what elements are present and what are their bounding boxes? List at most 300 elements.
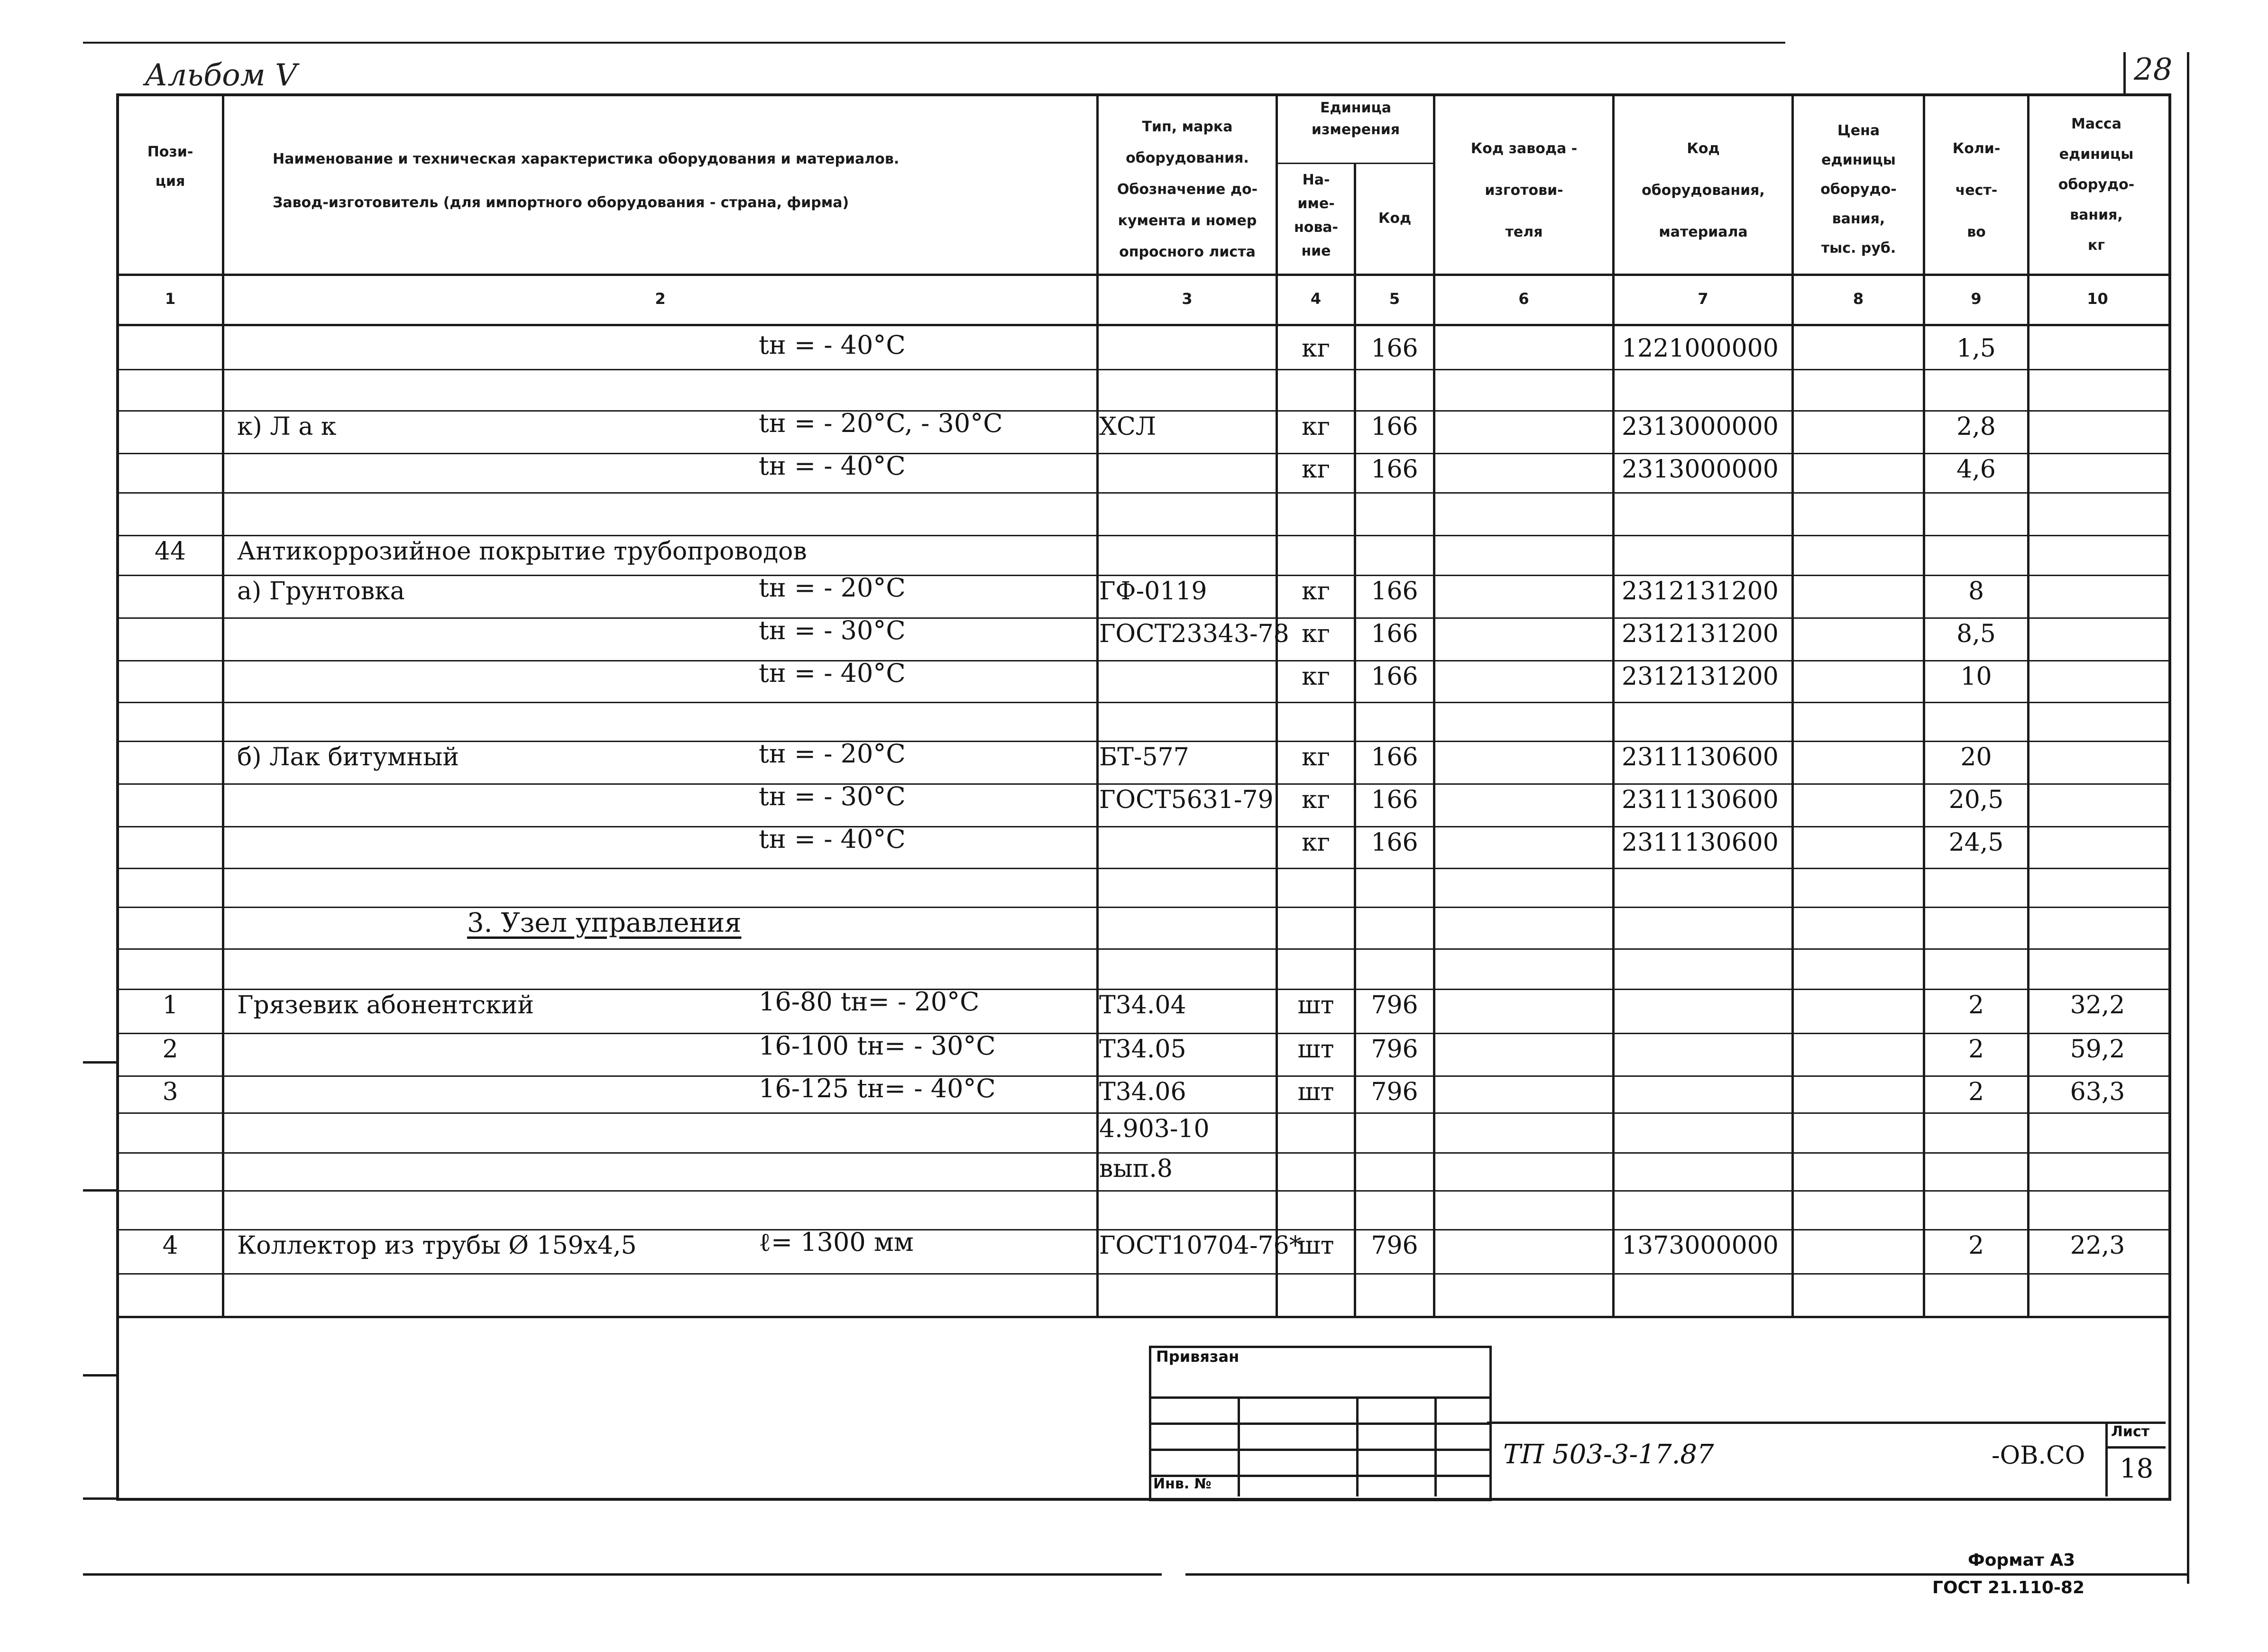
plant-code-cell	[1435, 948, 1612, 982]
unit-code-cell	[1356, 868, 1433, 901]
price-cell	[1794, 741, 1923, 774]
type-cell	[1099, 332, 1276, 365]
type-cell: БТ-577	[1099, 743, 1189, 771]
footer-standard: ГОСТ 21.110-82	[1932, 1578, 2085, 1597]
type-cell: вып.8	[1099, 1155, 1173, 1183]
name-cell	[237, 369, 759, 402]
position-cell	[119, 410, 222, 443]
type-cell	[1099, 826, 1276, 859]
quantity-cell: 8,5	[1956, 620, 1996, 648]
right-margin-line	[2187, 52, 2189, 1584]
name-cell	[237, 783, 759, 817]
name-cell	[237, 617, 759, 651]
mass-cell	[2029, 1190, 2166, 1223]
page-number-bracket	[2123, 52, 2126, 95]
name-cell	[237, 492, 759, 525]
name-cell: б) Лак битумный	[237, 743, 459, 771]
unit-cell: кг	[1302, 662, 1330, 691]
name-cell	[237, 1075, 759, 1109]
sheet-box-line	[2105, 1422, 2108, 1496]
mass-cell	[2029, 535, 2166, 568]
top-rule	[83, 42, 1785, 44]
unit-code-cell	[1356, 1152, 1433, 1185]
mass-cell: 59,2	[2070, 1035, 2125, 1064]
inv-label: Инв. №	[1153, 1476, 1212, 1492]
price-cell	[1794, 492, 1923, 525]
plant-code-cell	[1435, 1033, 1612, 1066]
type-cell	[1099, 453, 1276, 486]
equipment-code-cell	[1622, 989, 1791, 1022]
equipment-code-cell: 1373000000	[1622, 1231, 1779, 1260]
header-bottom-line	[116, 274, 2168, 276]
type-cell	[1099, 492, 1276, 525]
page-number: 28	[2134, 52, 2173, 87]
equipment-code-cell: 2312131200	[1622, 620, 1779, 648]
name-cell: Антикоррозийное покрытие трубопроводов	[237, 537, 807, 566]
temperature-cell	[759, 695, 1091, 735]
col8-title: Цена единицы оборудо- вания, тыс. руб.	[1820, 122, 1897, 257]
position-cell	[119, 369, 222, 402]
temperature-cell	[759, 1267, 1091, 1306]
equipment-code-cell: 1221000000	[1622, 334, 1779, 363]
position-cell	[119, 660, 222, 693]
temperature-cell: tн = - 40°C	[759, 330, 906, 360]
temperature-cell	[759, 362, 1091, 402]
mass-cell	[2029, 1273, 2166, 1306]
name-cell	[237, 332, 759, 365]
unit-code-cell	[1356, 702, 1433, 735]
equipment-code-cell: 2313000000	[1622, 413, 1779, 441]
equipment-code-cell: 2312131200	[1622, 662, 1779, 691]
price-cell	[1794, 575, 1923, 608]
quantity-cell: 1,5	[1956, 334, 1996, 363]
quantity-cell	[1925, 369, 2027, 402]
unit-code-cell: 166	[1371, 455, 1418, 484]
col9-title: Коли- чест- во	[1952, 140, 2001, 240]
quantity-cell: 4,6	[1956, 455, 1996, 484]
equipment-code-cell: 2311130600	[1622, 743, 1779, 771]
unit-cell	[1278, 492, 1354, 525]
mass-cell	[2029, 948, 2166, 982]
price-cell	[1794, 868, 1923, 901]
price-cell	[1794, 617, 1923, 651]
quantity-cell	[1925, 1273, 2027, 1306]
name-cell	[237, 1190, 759, 1223]
position-cell	[119, 332, 222, 365]
mass-cell	[2029, 826, 2166, 859]
position-cell: 3	[162, 1078, 178, 1106]
position-cell: 44	[154, 537, 186, 566]
unit-group-title: Единица измерения	[1311, 100, 1400, 138]
mass-cell	[2029, 492, 2166, 525]
col2-title: Наименование и техническая характеристика оборудования и материалов. Завод-изготовитель (для импортного оборудования - страна, фирма)	[273, 151, 900, 211]
plant-code-cell	[1435, 660, 1612, 693]
mass-cell	[2029, 783, 2166, 817]
bottom-rule-left	[83, 1573, 1162, 1576]
plant-code-cell	[1435, 702, 1612, 735]
plant-code-cell	[1435, 1075, 1612, 1109]
position-cell	[119, 702, 222, 735]
bound-label: Привязан	[1156, 1348, 1240, 1366]
type-cell	[1099, 907, 1276, 940]
mass-cell	[2029, 1112, 2166, 1146]
footer-format: Формат А3	[1968, 1551, 2075, 1570]
temperature-cell: tн = - 40°C	[759, 658, 906, 688]
unit-cell: шт	[1297, 1078, 1334, 1106]
type-cell	[1099, 1273, 1276, 1306]
mass-cell	[2029, 453, 2166, 486]
bound-stamp-col-2	[1356, 1396, 1359, 1496]
bound-stamp-line-3	[1149, 1449, 1489, 1451]
quantity-cell: 10	[1960, 662, 1992, 691]
price-cell	[1794, 1190, 1923, 1223]
col-line-6	[1612, 93, 1615, 1316]
col6-number: 6	[1518, 290, 1529, 308]
col10-number: 10	[2087, 290, 2108, 308]
name-cell	[237, 702, 759, 735]
quantity-cell	[1925, 948, 2027, 982]
temperature-cell: tн = - 20°C	[759, 573, 906, 603]
unit-cell: кг	[1302, 413, 1330, 441]
unit-code-cell: 166	[1371, 334, 1418, 363]
type-cell	[1099, 702, 1276, 735]
unit-code-cell: 166	[1371, 743, 1418, 771]
col5-title: Код	[1378, 210, 1412, 227]
plant-code-cell	[1435, 826, 1612, 859]
type-cell: Т34.06	[1099, 1078, 1186, 1106]
unit-code-cell: 796	[1371, 1035, 1418, 1064]
col5-number: 5	[1389, 290, 1400, 308]
plant-code-cell	[1435, 907, 1612, 940]
equipment-code-cell	[1622, 535, 1791, 568]
quantity-cell: 8	[1968, 577, 1984, 606]
doc-suffix: -ОВ.СО	[1992, 1441, 2085, 1470]
temperature-cell: tн = - 20°C	[759, 739, 906, 769]
unit-cell: кг	[1302, 743, 1330, 771]
col10-title: Масса единицы оборудо- вания, кг	[2058, 116, 2135, 254]
plant-code-cell	[1435, 535, 1612, 568]
unit-cell	[1278, 702, 1354, 735]
unit-cell: шт	[1297, 1231, 1334, 1260]
price-cell	[1794, 1229, 1923, 1262]
equipment-code-cell: 2313000000	[1622, 455, 1779, 484]
col8-number: 8	[1853, 290, 1864, 308]
plant-code-cell	[1435, 741, 1612, 774]
col4-title: На- име- нова- ние	[1294, 172, 1339, 259]
name-cell: Грязевик абонентский	[237, 991, 534, 1019]
unit-code-cell: 796	[1371, 1231, 1418, 1260]
position-cell	[119, 492, 222, 525]
quantity-cell	[1925, 1112, 2027, 1146]
quantity-cell: 20,5	[1948, 786, 2004, 814]
margin-tick-2	[83, 1189, 116, 1192]
name-cell: к) Л а к	[237, 413, 337, 441]
price-cell	[1794, 1273, 1923, 1306]
equipment-code-cell	[1622, 907, 1791, 940]
unit-cell: шт	[1297, 991, 1334, 1019]
col-line-2	[1096, 93, 1099, 1316]
mass-cell	[2029, 702, 2166, 735]
bottom-rule-right	[1185, 1573, 2188, 1576]
temperature-cell: 16-125 tн= - 40°C	[759, 1074, 996, 1103]
temperature-cell	[759, 942, 1091, 982]
bound-stamp-line-1	[1149, 1396, 1489, 1399]
price-cell	[1794, 369, 1923, 402]
unit-cell	[1278, 1190, 1354, 1223]
col9-number: 9	[1971, 290, 1982, 308]
col7-title: Код оборудования, материала	[1642, 140, 1765, 240]
section-title: 3. Узел управления	[467, 908, 742, 938]
position-cell	[119, 1273, 222, 1306]
price-cell	[1794, 410, 1923, 443]
type-cell: ГОСТ5631-79	[1099, 786, 1274, 814]
col4-number: 4	[1310, 290, 1322, 308]
position-cell	[119, 1190, 222, 1223]
unit-cell	[1278, 1152, 1354, 1185]
quantity-cell: 2	[1968, 1231, 1984, 1260]
quantity-cell	[1925, 907, 2027, 940]
unit-code-cell: 166	[1371, 828, 1418, 857]
unit-code-cell	[1356, 907, 1433, 940]
temperature-cell: tн = - 30°C	[759, 781, 906, 811]
unit-code-cell	[1356, 1273, 1433, 1306]
unit-cell: кг	[1302, 455, 1330, 484]
equipment-code-cell	[1622, 1112, 1791, 1146]
type-cell	[1099, 369, 1276, 402]
price-cell	[1794, 989, 1923, 1022]
quantity-cell	[1925, 1190, 2027, 1223]
mass-cell	[2029, 907, 2166, 940]
name-cell: а) Грунтовка	[237, 577, 405, 606]
unit-code-cell	[1356, 492, 1433, 525]
unit-code-cell	[1356, 1190, 1433, 1223]
col1-title: Пози- ция	[147, 144, 193, 190]
mass-cell: 32,2	[2070, 991, 2125, 1019]
temperature-cell	[759, 528, 1091, 568]
name-cell	[237, 948, 759, 982]
position-cell	[119, 948, 222, 982]
type-cell: Т34.05	[1099, 1035, 1186, 1064]
temperature-cell: tн = - 40°C	[759, 451, 906, 481]
plant-code-cell	[1435, 332, 1612, 365]
sheet-label: Лист	[2111, 1423, 2150, 1440]
plant-code-cell	[1435, 1229, 1612, 1262]
quantity-cell: 2	[1968, 1035, 1984, 1064]
price-cell	[1794, 660, 1923, 693]
margin-tick-4	[83, 1497, 116, 1500]
name-cell: Коллектор из трубы Ø 159х4,5	[237, 1231, 637, 1260]
unit-cell: кг	[1302, 786, 1330, 814]
mass-cell	[2029, 369, 2166, 402]
equipment-code-cell	[1622, 948, 1791, 982]
unit-cell: кг	[1302, 828, 1330, 857]
unit-cell: кг	[1302, 620, 1330, 648]
col7-number: 7	[1698, 290, 1708, 308]
unit-code-cell: 166	[1371, 662, 1418, 691]
plant-code-cell	[1435, 1273, 1612, 1306]
mass-cell	[2029, 741, 2166, 774]
unit-cell: кг	[1302, 577, 1330, 606]
position-cell	[119, 453, 222, 486]
quantity-cell: 2	[1968, 1078, 1984, 1106]
plant-code-cell	[1435, 868, 1612, 901]
name-cell	[237, 660, 759, 693]
name-cell	[237, 868, 759, 901]
equipment-code-cell	[1622, 1190, 1791, 1223]
unit-cell	[1278, 948, 1354, 982]
position-cell: 4	[162, 1231, 178, 1260]
quantity-cell	[1925, 492, 2027, 525]
equipment-code-cell	[1622, 1033, 1791, 1066]
unit-cell	[1278, 1112, 1354, 1146]
sheet-number: 18	[2120, 1453, 2154, 1484]
temperature-cell	[759, 486, 1091, 525]
quantity-cell: 24,5	[1948, 828, 2004, 857]
unit-code-cell	[1356, 948, 1433, 982]
bound-stamp-line-2	[1149, 1423, 1489, 1425]
position-cell	[119, 617, 222, 651]
unit-code-cell: 166	[1371, 620, 1418, 648]
margin-tick-1	[83, 1061, 116, 1064]
column-numbers-bottom-line	[116, 324, 2168, 326]
equipment-code-cell	[1622, 702, 1791, 735]
name-cell	[237, 1152, 759, 1185]
mass-cell	[2029, 1152, 2166, 1185]
plant-code-cell	[1435, 492, 1612, 525]
mass-cell: 63,3	[2070, 1078, 2125, 1106]
position-cell	[119, 741, 222, 774]
quantity-cell	[1925, 702, 2027, 735]
mass-cell	[2029, 575, 2166, 608]
equipment-code-cell	[1622, 369, 1791, 402]
unit-code-cell: 166	[1371, 413, 1418, 441]
name-cell	[237, 1033, 759, 1066]
col6-title: Код завода - изготови- теля	[1470, 140, 1578, 240]
price-cell	[1794, 535, 1923, 568]
equipment-code-cell	[1622, 1075, 1791, 1109]
unit-code-cell: 166	[1371, 577, 1418, 606]
unit-code-cell	[1356, 535, 1433, 568]
position-cell	[119, 826, 222, 859]
plant-code-cell	[1435, 1112, 1612, 1146]
type-cell	[1099, 948, 1276, 982]
type-cell	[1099, 1190, 1276, 1223]
plant-code-cell	[1435, 783, 1612, 817]
unit-cell: шт	[1297, 1035, 1334, 1064]
mass-cell: 22,3	[2070, 1231, 2125, 1260]
mass-cell	[2029, 868, 2166, 901]
unit-cell	[1278, 868, 1354, 901]
type-cell: ГОСТ23343-78	[1099, 620, 1289, 648]
name-cell	[237, 453, 759, 486]
quantity-cell	[1925, 535, 2027, 568]
type-cell: ГФ-0119	[1099, 577, 1207, 606]
quantity-cell: 2,8	[1956, 413, 1996, 441]
equipment-code-cell	[1622, 492, 1791, 525]
equipment-code-cell: 2311130600	[1622, 786, 1779, 814]
price-cell	[1794, 1075, 1923, 1109]
temperature-cell: tн = - 30°C	[759, 615, 906, 645]
price-cell	[1794, 702, 1923, 735]
col3-number: 3	[1182, 290, 1193, 308]
plant-code-cell	[1435, 1190, 1612, 1223]
quantity-cell: 20	[1960, 743, 1992, 771]
position-cell	[119, 1112, 222, 1146]
quantity-cell	[1925, 868, 2027, 901]
price-cell	[1794, 907, 1923, 940]
unit-code-cell	[1356, 1112, 1433, 1146]
col2-number: 2	[655, 290, 666, 308]
col3-title: Тип, марка оборудования. Обозначение до- кумента и номер опросного листа	[1117, 119, 1258, 260]
temperature-cell	[759, 861, 1091, 901]
plant-code-cell	[1435, 369, 1612, 402]
mass-cell	[2029, 660, 2166, 693]
price-cell	[1794, 453, 1923, 486]
type-cell	[1099, 868, 1276, 901]
position-cell	[119, 783, 222, 817]
temperature-cell: tн = - 40°C	[759, 824, 906, 854]
price-cell	[1794, 1152, 1923, 1185]
quantity-cell: 2	[1968, 991, 1984, 1019]
name-cell	[237, 826, 759, 859]
album-label: Альбом V	[145, 58, 297, 93]
plant-code-cell	[1435, 1152, 1612, 1185]
temperature-cell: 16-80 tн= - 20°C	[759, 987, 980, 1017]
price-cell	[1794, 332, 1923, 365]
temperature-cell	[759, 1106, 1091, 1146]
type-cell: Т34.04	[1099, 991, 1186, 1019]
unit-code-cell: 796	[1371, 1078, 1418, 1106]
name-cell	[237, 1273, 759, 1306]
type-cell: ХСЛ	[1099, 413, 1157, 441]
equipment-code-cell	[1622, 1273, 1791, 1306]
unit-cell	[1278, 369, 1354, 402]
unit-code-cell: 796	[1371, 991, 1418, 1019]
type-cell	[1099, 660, 1276, 693]
doc-code: ТП 503-3-17.87	[1503, 1439, 1714, 1470]
equipment-code-cell: 2312131200	[1622, 577, 1779, 606]
bound-stamp-col-1	[1238, 1396, 1240, 1496]
equipment-code-cell	[1622, 868, 1791, 901]
temperature-cell: 16-100 tн= - 30°C	[759, 1031, 996, 1061]
unit-cell	[1278, 1273, 1354, 1306]
price-cell	[1794, 1033, 1923, 1066]
type-cell: 4.903-10	[1099, 1115, 1210, 1143]
temperature-cell: ℓ= 1300 мм	[759, 1227, 914, 1257]
position-cell	[119, 575, 222, 608]
plant-code-cell	[1435, 453, 1612, 486]
temperature-cell	[759, 1184, 1091, 1223]
position-cell: 2	[162, 1035, 178, 1064]
mass-cell	[2029, 410, 2166, 443]
price-cell	[1794, 826, 1923, 859]
unit-code-cell: 166	[1371, 786, 1418, 814]
type-cell	[1099, 535, 1276, 568]
name-cell	[237, 1112, 759, 1146]
position-cell: 1	[162, 991, 178, 1019]
equipment-code-cell	[1622, 1152, 1791, 1185]
price-cell	[1794, 1112, 1923, 1146]
position-cell	[119, 868, 222, 901]
position-cell	[119, 907, 222, 940]
unit-code-cell	[1356, 369, 1433, 402]
temperature-cell: tн = - 20°C, - 30°C	[759, 408, 1003, 438]
unit-cell	[1278, 535, 1354, 568]
title-block-top-line	[1487, 1422, 2166, 1424]
col1-number: 1	[165, 290, 176, 308]
plant-code-cell	[1435, 617, 1612, 651]
unit-cell	[1278, 907, 1354, 940]
